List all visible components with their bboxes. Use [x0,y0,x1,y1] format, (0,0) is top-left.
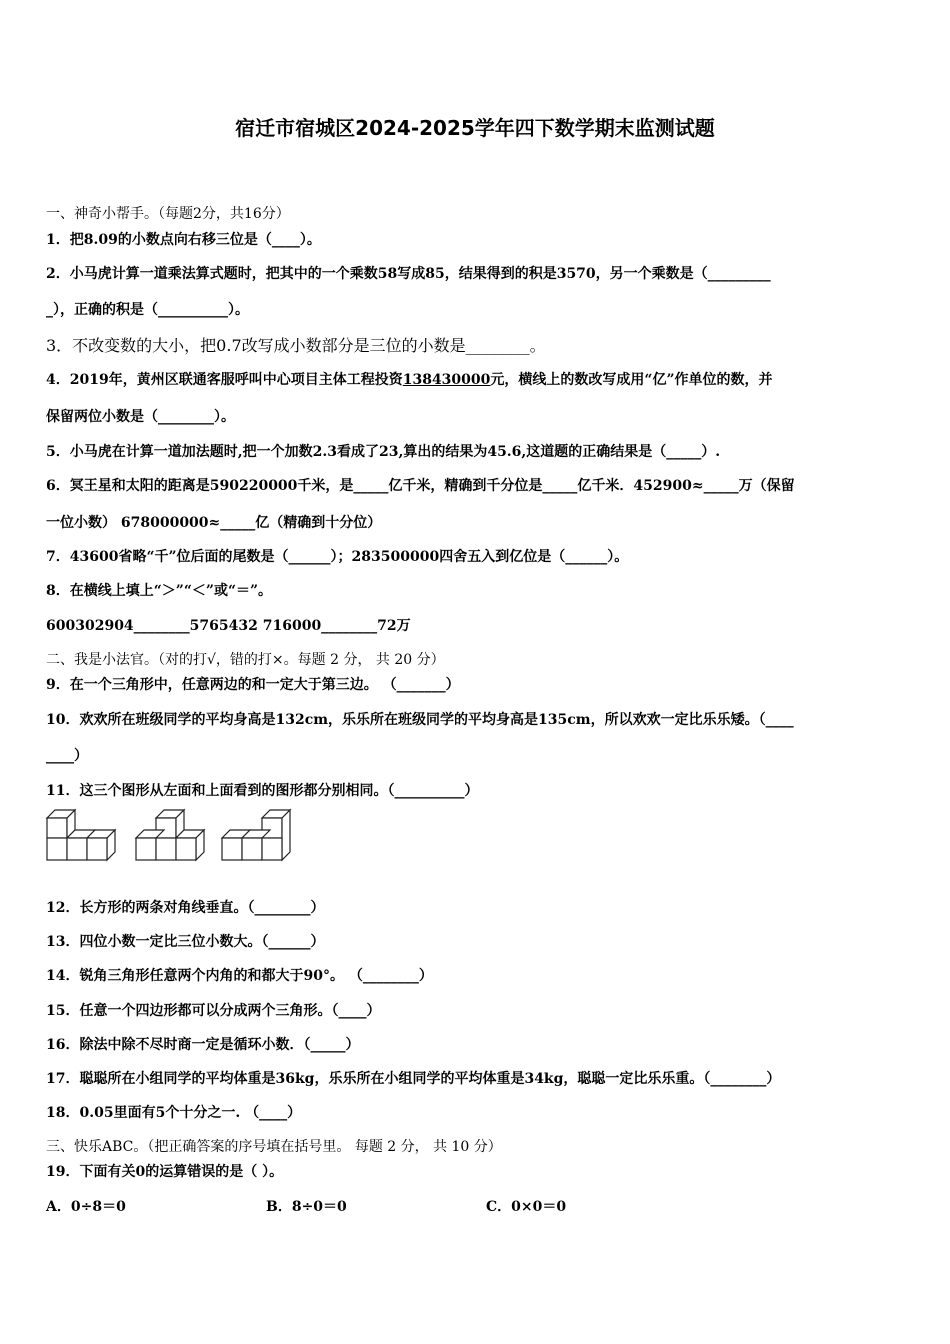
question-2-line-2: _），正确的积是（__________）。 [46,302,249,318]
question-10-line-2: ____） [46,748,88,764]
cube-figure-2 [136,810,204,860]
question-19: 19．下面有关0的运算错误的是（ ）。 [46,1164,284,1180]
question-15: 15．任意一个四边形都可以分成两个三角形。（____） [46,1003,381,1019]
question-18: 18．0.05里面有5个十分之一. （____） [46,1105,302,1121]
question-4-line-1 [46,369,773,389]
question-4-text-end: 元，横线上的数改写成用“亿”作单位的数，并 [490,372,773,388]
question-4-text: 4．2019年，黄州区联通客服呼叫中心项目主体工程投资 [46,372,403,388]
section-heading-3: 三、快乐ABC。（把正确答案的序号填在括号里。 每题 2 分， 共 10 分） [46,1139,502,1155]
question-3: 3．不改变数的大小，把0.7改写成小数部分是三位的小数是________。 [46,336,546,355]
cube-figures [44,808,304,864]
question-7: 7．43600省略“千”位后面的尾数是（______）；283500000四舍五入到亿位是（______）。 [46,549,629,565]
question-6-line-1: 6．冥王星和太阳的距离是590220000千米，是_____亿千米，精确到千分位是_____亿千米．452900≈_____万（保留 [46,478,795,494]
question-8: 8．在横线上填上“＞”“＜”或“＝”。 [46,583,273,599]
section-heading-2: 二、我是小法官。（对的打√，错的打×。每题 2 分， 共 20 分） [46,652,445,668]
question-2-line-1: 2．小马虎计算一道乘法算式题时，把其中的一个乘数58写成85，结果得到的积是3570，另一个乘数是（_________ [46,266,771,282]
question-4-line-2: 保留两位小数是（________）。 [46,409,235,425]
option-b: B．8÷0＝0 [266,1199,347,1215]
question-9: 9．在一个三角形中，任意两边的和一定大于第三边。 （_______） [46,677,460,693]
question-4-underlined-number: 138430000 [402,372,491,388]
question-12: 12．长方形的两条对角线垂直。（________） [46,900,325,916]
section-heading-1: 一、神奇小帮手。（每题2分，共16分） [46,206,290,222]
question-1: 1．把8.09的小数点向右移三位是（____）。 [46,232,321,248]
question-14: 14．锐角三角形任意两个内角的和都大于90°。 （________） [46,968,433,984]
question-13: 13．四位小数一定比三位小数大。（______） [46,934,325,950]
question-10-line-1: 10．欢欢所在班级同学的平均身高是132cm，乐乐所在班级同学的平均身高是135cm，所以欢欢一定比乐乐矮。（____ [46,712,794,728]
question-16: 16．除法中除不尽时商一定是循环小数．（_____） [46,1037,360,1053]
option-c: C．0×0＝0 [486,1199,567,1215]
page-title: 宿迁市宿城区2024-2025学年四下数学期末监测试题 [235,116,715,140]
question-6-line-2: 一位小数） 678000000≈_____亿（精确到十分位） [46,515,382,531]
question-11: 11．这三个图形从左面和上面看到的图形都分别相同。（__________） [46,783,479,799]
question-5: 5．小马虎在计算一道加法题时,把一个加数2.3看成了23,算出的结果为45.6,这道题的正确结果是（_____）. [46,444,721,460]
cube-figure-3 [222,810,290,860]
option-a: A．0÷8＝0 [46,1199,126,1215]
question-17: 17．聪聪所在小组同学的平均体重是36kg，乐乐所在小组同学的平均体重是34kg，聪聪一定比乐乐重。（________） [46,1071,781,1087]
cube-figure-1 [47,810,115,860]
question-8-blanks: 600302904________5765432 716000________72万 [46,618,411,634]
